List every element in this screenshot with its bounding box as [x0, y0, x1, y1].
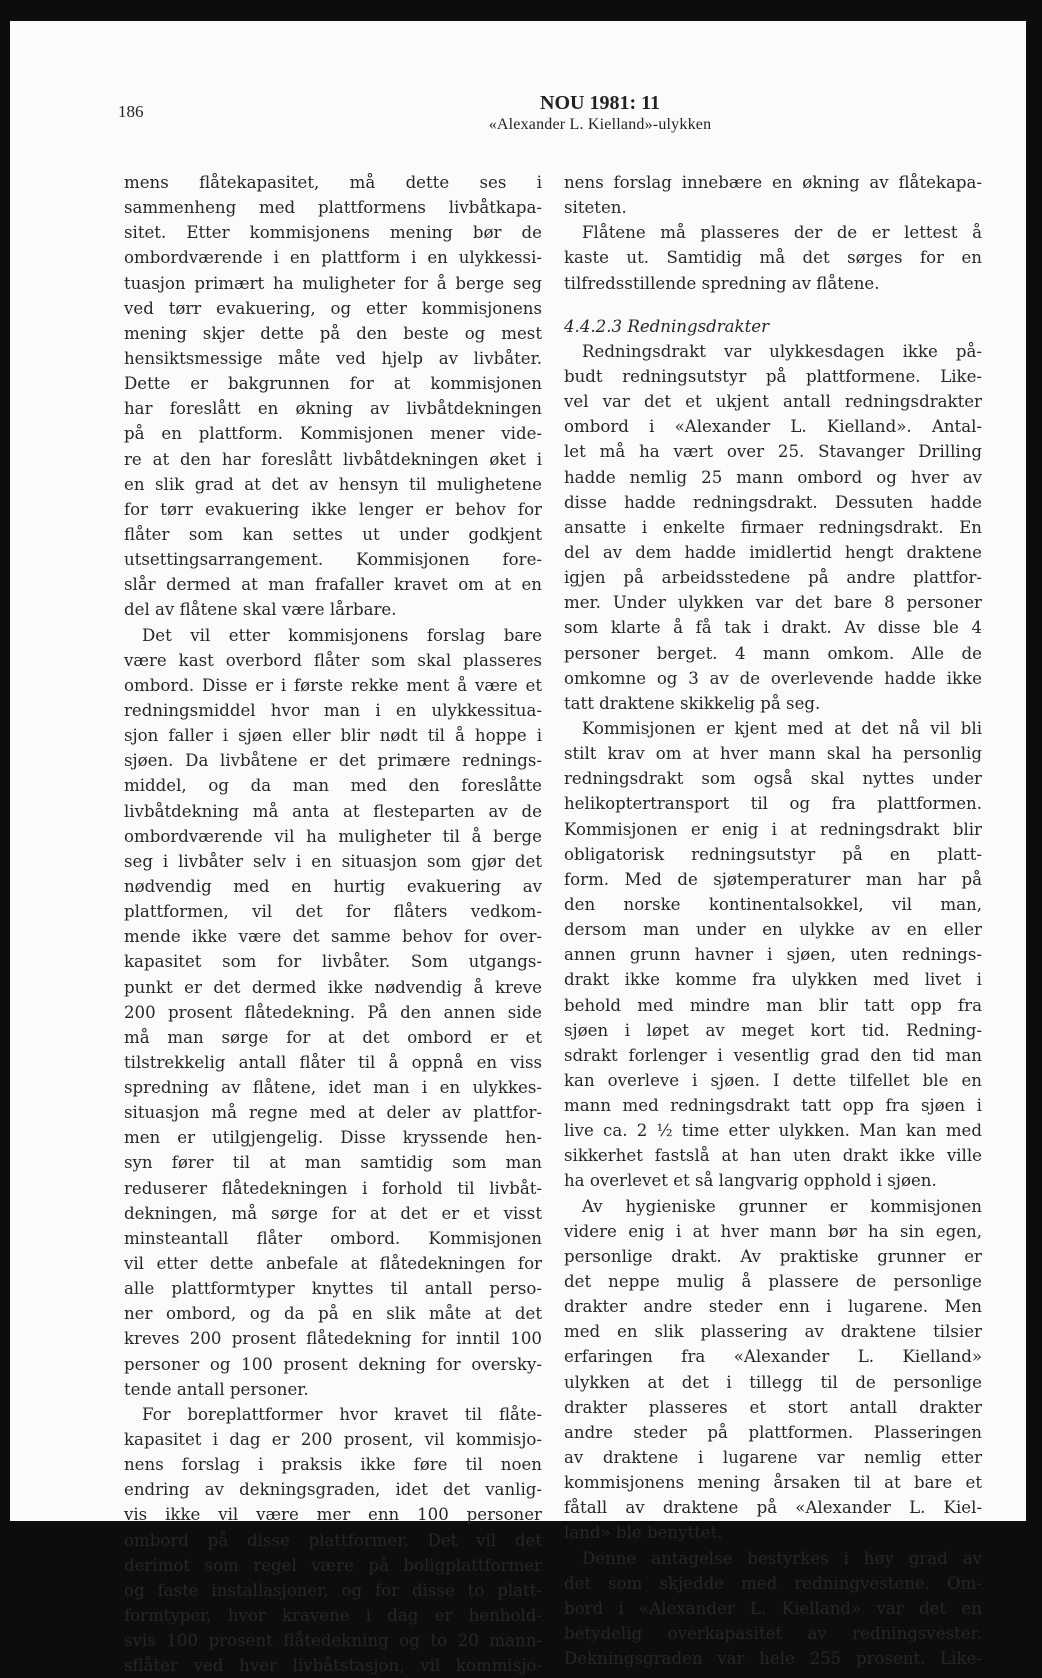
- text-line: på en plattform. Kommisjonen mener vide-: [124, 424, 542, 444]
- text-line: med en slik plassering av draktene tilsier: [564, 1322, 982, 1342]
- text-line: det som skjedde med redningvestene. Om-: [564, 1573, 982, 1593]
- text-line: videre enig i at hver mann bør ha sin egen,: [564, 1221, 982, 1241]
- text-line: obligatorisk redningsutstyr på en platt-: [564, 844, 982, 864]
- text-line: nødvendig med en hurtig evakuering av: [124, 876, 542, 896]
- text-line: vel var det et ukjent antall redningsdrakter: [564, 392, 982, 412]
- text-line: må man sørge for at det ombord er et: [124, 1027, 542, 1047]
- text-line: Det vil etter kommisjonens forslag bare: [142, 625, 542, 645]
- text-line: sammenheng med plattformens livbåtkapa-: [124, 198, 542, 218]
- text-line: det neppe mulig å plassere de personlige: [564, 1272, 982, 1292]
- text-line: kaste ut. Samtidig må det sørges for en: [564, 248, 982, 268]
- header-title: NOU 1981: 11: [540, 92, 660, 114]
- text-line: ha overlevet et så langvarig opphold i sjøen.: [564, 1171, 937, 1191]
- text-line: nens forslag innebære en økning av flåtekapa-: [564, 173, 982, 192]
- text-line: derimot som regel være på boligplattformer: [124, 1555, 542, 1575]
- text-line: Dekningsgraden var hele 255 prosent. Like-: [564, 1649, 982, 1669]
- text-line: plattformen, vil det for flåters vedkom-: [124, 902, 542, 922]
- text-line: ombordværende i en plattform i en ulykkessi-: [124, 248, 542, 268]
- text-line: seg i livbåter selv i en situasjon som gjør det: [124, 851, 542, 871]
- text-line: omkomne og 3 av de overlevende hadde ikke: [564, 668, 982, 688]
- text-line: re at den har foreslått livbåtdekningen øket i: [124, 449, 542, 469]
- text-line: Kommisjonen er enig i at redningsdrakt blir: [564, 819, 982, 839]
- left-column: [124, 170, 542, 1678]
- text-line: siteten.: [564, 198, 627, 218]
- text-line: sjøen. Da livbåtene er det primære rednings-: [124, 751, 542, 771]
- text-line: flåter som kan settes ut under godkjent: [124, 524, 542, 544]
- text-line: redningsmiddel hvor man i en ulykkessitua-: [124, 700, 542, 720]
- text-line: ombordværende vil ha muligheter til å berge: [124, 826, 542, 846]
- text-line: live ca. 2 ½ time etter ulykken. Man kan med: [564, 1121, 982, 1141]
- text-line: alle plattformtyper knyttes til antall perso-: [124, 1279, 542, 1299]
- text-line: formtyper, hvor kravene i dag er henhold-: [124, 1606, 542, 1626]
- text-line: behold med mindre man blir tatt opp fra: [564, 995, 982, 1015]
- text-line: og faste installasjoner, og for disse to platt-: [124, 1580, 542, 1600]
- text-line: har foreslått en økning av livbåtdekningen: [124, 399, 542, 419]
- text-line: betydelig overkapasitet av redningsvester.: [564, 1624, 982, 1644]
- text-line: syn fører til at man samtidig som man: [124, 1153, 542, 1173]
- header-subtitle: «Alexander L. Kielland»-ulykken: [488, 116, 712, 133]
- text-line: personlige drakt. Av praktiske grunner er: [564, 1246, 982, 1266]
- text-line: ulykken at det i tillegg til de personlige: [564, 1372, 982, 1392]
- text-line: tatt draktene skikkelig på seg.: [564, 693, 821, 713]
- text-line: mann med redningsdrakt tatt opp fra sjøen i: [564, 1096, 982, 1116]
- text-line: bord i «Alexander L. Kielland» var det en: [564, 1598, 982, 1618]
- text-line: punkt er det dermed ikke nødvendig å kreve: [124, 977, 542, 997]
- text-line: drakter andre steder enn i lugarene. Men: [564, 1297, 982, 1317]
- text-line: spredning av flåtene, idet man i en ulykkes-: [124, 1078, 542, 1098]
- text-line: Dette er bakgrunnen for at kommisjonen: [124, 374, 542, 394]
- text-line: kapasitet i dag er 200 prosent, vil kommisjo-: [124, 1430, 542, 1450]
- text-line: ved tørr evakuering, og etter kommisjonens: [124, 298, 542, 318]
- text-line: sitet. Etter kommisjonens mening bør de: [124, 223, 542, 243]
- text-line: svis 100 prosent flåtedekning og to 20 mann-: [124, 1631, 542, 1651]
- text-line: For boreplattformer hvor kravet til flåte-: [142, 1404, 542, 1424]
- text-line: av draktene i lugarene var nemlig etter: [564, 1448, 982, 1468]
- text-line: endring av dekningsgraden, idet det vanlig-: [124, 1480, 542, 1500]
- text-line: for tørr evakuering ikke lenger er behov for: [124, 499, 542, 519]
- text-line: sikkerhet fastslå at han uten drakt ikke ville: [564, 1146, 982, 1166]
- text-line: personer og 100 prosent dekning for oversky-: [124, 1354, 542, 1374]
- right-column-intro: [564, 170, 982, 296]
- text-line: erfaringen fra «Alexander L. Kielland»: [564, 1347, 982, 1367]
- text-line: tende antall personer.: [124, 1379, 309, 1399]
- text-line: vil etter dette anbefale at flåtedekningen for: [124, 1254, 542, 1274]
- text-line: stilt krav om at hver mann skal ha personlig: [564, 744, 982, 764]
- text-line: drakter plasseres et stort antall drakter: [564, 1397, 982, 1417]
- text-line: tuasjon primært ha muligheter for å berge seg: [124, 273, 542, 293]
- text-line: dersom man under en ulykke av en eller: [564, 920, 982, 940]
- text-line: redningsdrakt som også skal nyttes under: [564, 769, 982, 789]
- text-line: ombord i «Alexander L. Kielland». Antal-: [564, 417, 982, 437]
- text-line: budt redningsutstyr på plattformene. Like-: [564, 366, 982, 386]
- text-line: mende ikke være det samme behov for over-: [124, 927, 542, 947]
- text-line: vis ikke vil være mer enn 100 personer: [124, 1505, 542, 1525]
- text-line: ner ombord, og da på en slik måte at det: [124, 1304, 542, 1324]
- text-line: dekningen, må sørge for at det er et visst: [124, 1203, 542, 1223]
- text-line: men er utilgjengelig. Disse kryssende hen-: [124, 1128, 542, 1148]
- text-line: Flåtene må plasseres der de er lettest å: [582, 223, 982, 243]
- right-column: [564, 170, 982, 1671]
- text-line: kan overleve i sjøen. I dette tilfellet ble en: [564, 1070, 982, 1090]
- text-line: ombord på disse plattformer. Det vil det: [124, 1530, 542, 1550]
- text-line: mens flåtekapasitet, må dette ses i: [124, 173, 542, 192]
- text-line: være kast overbord flåter som skal plasseres: [124, 650, 542, 670]
- text-line: hensiktsmessige måte ved hjelp av livbåter.: [124, 348, 542, 368]
- text-line: som klarte å få tak i drakt. Av disse ble 4: [564, 618, 982, 638]
- page-number: 186: [118, 102, 144, 121]
- right-column-body: [564, 339, 982, 1671]
- text-line: mer. Under ulykken var det bare 8 personer: [564, 593, 982, 613]
- text-line: hadde nemlig 25 mann ombord og hver av: [564, 467, 982, 487]
- text-line: tilfredsstillende spredning av flåtene.: [564, 273, 880, 293]
- text-line: slår dermed at man frafaller kravet om at en: [124, 575, 542, 595]
- text-line: middel, og da man med den foreslåtte: [124, 776, 542, 796]
- text-line: Av hygieniske grunner er kommisjonen: [582, 1196, 982, 1216]
- text-line: minsteantall flåter ombord. Kommisjonen: [124, 1228, 542, 1248]
- text-line: mening skjer dette på den beste og mest: [124, 323, 542, 343]
- text-line: sdrakt forlenger i vesentlig grad den tid man: [564, 1045, 982, 1065]
- text-line: utsettingsarrangement. Kommisjonen fore-: [124, 550, 542, 570]
- text-line: Kommisjonen er kjent med at det nå vil bli: [582, 718, 982, 738]
- text-line: del av flåtene skal være lårbare.: [124, 600, 397, 620]
- section-spacer: [564, 296, 982, 314]
- text-line: Denne antagelse bestyrkes i høy grad av: [582, 1548, 982, 1568]
- text-line: livbåtdekning må anta at flesteparten av de: [124, 801, 542, 821]
- text-line: del av dem hadde imidlertid hengt draktene: [564, 542, 982, 562]
- running-header: [300, 91, 900, 135]
- text-line: sjøen i løpet av meget kort tid. Redning-: [564, 1020, 982, 1040]
- text-line: annen grunn havner i sjøen, uten rednings-: [564, 945, 982, 965]
- text-line: disse hadde redningsdrakt. Dessuten hadde: [564, 492, 982, 512]
- text-line: drakt ikke komme fra ulykken med livet i: [564, 970, 982, 990]
- text-line: fåtall av draktene på «Alexander L. Kiel-: [564, 1498, 982, 1518]
- text-line: en slik grad at det av hensyn til mulighetene: [124, 474, 542, 494]
- text-line: form. Med de sjøtemperaturer man har på: [564, 869, 982, 889]
- text-line: ansatte i enkelte firmaer redningsdrakt. En: [564, 517, 982, 537]
- text-line: let må ha vært over 25. Stavanger Drilling: [564, 442, 982, 462]
- text-line: situasjon må regne med at deler av plattfor-: [124, 1103, 542, 1123]
- text-line: 200 prosent flåtedekning. På den annen side: [124, 1002, 542, 1022]
- text-line: tilstrekkelig antall flåter til å oppnå en viss: [124, 1052, 542, 1072]
- text-line: land» ble benyttet.: [564, 1523, 723, 1543]
- text-line: helikoptertransport til og fra plattformen.: [564, 794, 982, 814]
- text-line: personer berget. 4 mann omkom. Alle de: [564, 643, 982, 663]
- text-line: kreves 200 prosent flåtedekning for inntil 100: [124, 1329, 542, 1349]
- text-line: nens forslag i praksis ikke føre til noen: [124, 1455, 542, 1475]
- text-line: sflåter ved hver livbåtstasjon, vil kommisjo-: [124, 1656, 542, 1676]
- text-line: sjon faller i sjøen eller blir nødt til å hoppe i: [124, 726, 542, 746]
- text-line: andre steder på plattformen. Plasseringen: [564, 1422, 982, 1442]
- section-heading: 4.4.2.3 Redningsdrakter: [564, 316, 770, 336]
- text-line: ombord. Disse er i første rekke ment å være et: [124, 675, 542, 695]
- text-line: den norske kontinentalsokkel, vil man,: [564, 894, 982, 914]
- text-line: reduserer flåtedekningen i forhold til livbåt-: [124, 1178, 542, 1198]
- text-line: kapasitet som for livbåter. Som utgangs-: [124, 952, 542, 972]
- text-line: kommisjonens mening årsaken til at bare et: [564, 1473, 982, 1493]
- text-line: igjen på arbeidsstedene på andre plattfor-: [564, 568, 982, 588]
- text-line: Redningsdrakt var ulykkesdagen ikke på-: [582, 341, 982, 361]
